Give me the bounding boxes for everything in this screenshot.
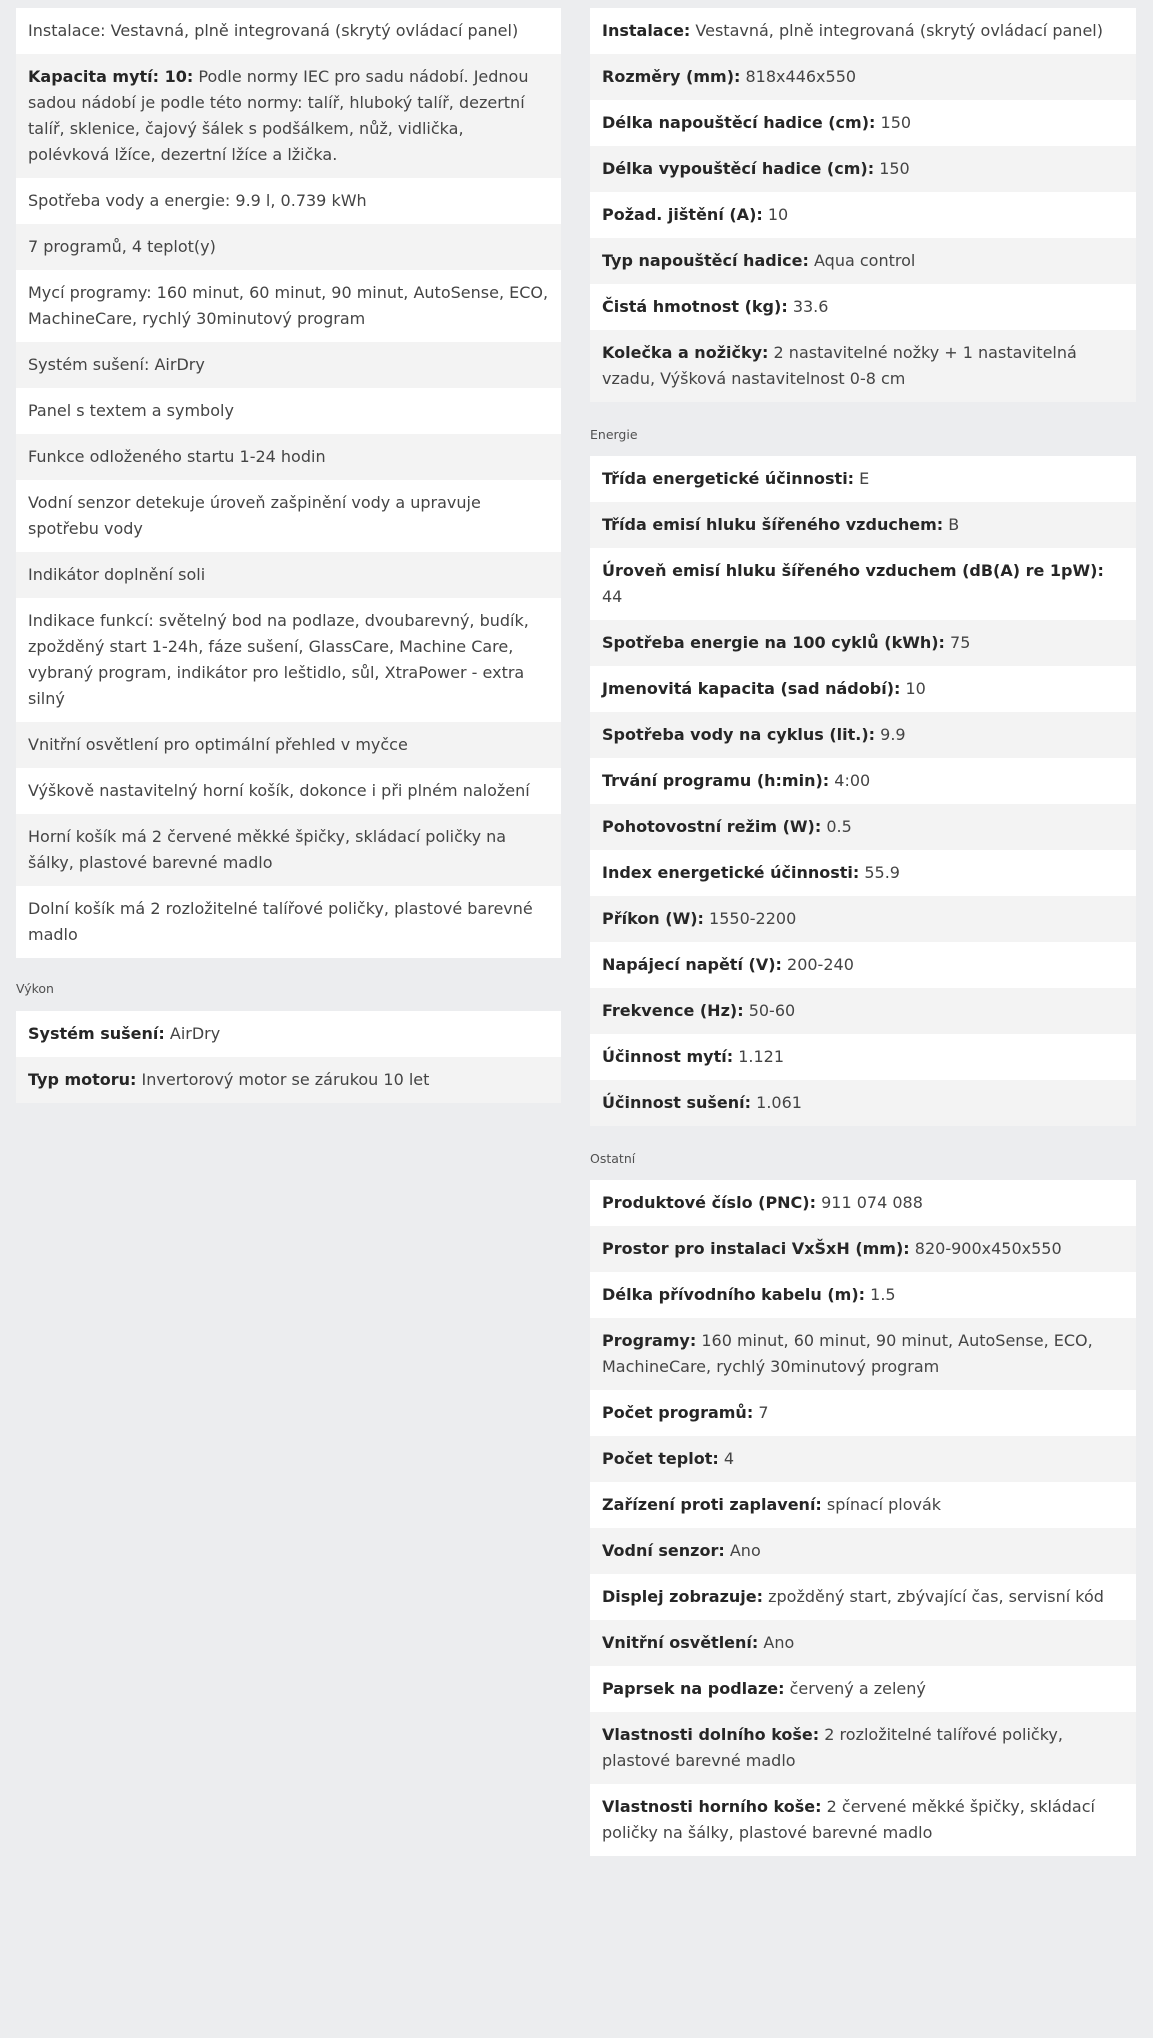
spec-label: Počet programů: [602,1403,754,1422]
spec-row [590,620,1136,666]
spec-text: Horní košík má 2 červené měkké špičky, skládací poličky na šálky, plastové barevné madlo [28,827,507,872]
spec-value: 2 rozložitelné talířové poličky, plastové barevné madlo [602,1725,1063,1770]
spec-value: B [948,515,960,534]
spec-row [590,284,1136,330]
spec-row [16,814,561,886]
spec-row [590,1180,1136,1226]
spec-row [16,722,561,768]
spec-label: Produktové číslo (PNC): [602,1193,817,1212]
spec-label: Čistá hmotnost (kg): [602,297,788,316]
spec-label: Vnitřní osvětlení: [602,1633,759,1652]
section-title-performance: Výkon [16,981,54,996]
spec-label: Prostor pro instalaci VxŠxH (mm): [602,1239,910,1258]
spec-row [590,896,1136,942]
section-title-energy: Energie [590,427,638,442]
right-column [590,8,1136,1856]
spec-value: 1.121 [738,1047,785,1066]
spec-row [590,1226,1136,1272]
spec-label: Zařízení proti zaplavení: [602,1495,822,1514]
spec-text: Mycí programy: 160 minut, 60 minut, 90 minut, AutoSense, ECO, MachineCare, rychlý 30minutový program [28,283,549,328]
spec-label: Typ motoru: [28,1070,137,1089]
spec-row [590,1318,1136,1390]
spec-label: Programy: [602,1331,697,1350]
spec-value: 1550-2200 [709,909,797,928]
spec-value: 160 minut, 60 minut, 90 minut, AutoSense, ECO, MachineCare, rychlý 30minutový program [602,1331,1093,1376]
spec-label: Vodní senzor: [602,1541,725,1560]
spec-value: 4:00 [834,771,871,790]
spec-text: Indikace funkcí: světelný bod na podlaze, dvoubarevný, budík, zpožděný start 1-24h, fáze sušení, GlassCare, Machine Care, vybraný program, indikátor pro leštidlo, sůl, XtraPower - extra silný [28,611,529,708]
spec-row [590,804,1136,850]
spec-value: 2 červené měkké špičky, skládací poličky na šálky, plastové barevné madlo [602,1797,1095,1842]
spec-value: 9.9 [880,725,906,744]
spec-text: Spotřeba vody a energie: 9.9 l, 0.739 kWh [28,191,367,210]
spec-label: Příkon (W): [602,909,704,928]
spec-label: Instalace: [602,21,691,40]
spec-value: 10 [767,205,789,224]
spec-row [590,330,1136,402]
spec-label: Účinnost sušení: [602,1093,752,1112]
energy-list [590,456,1136,1126]
spec-row [590,988,1136,1034]
spec-value: 0.5 [826,817,852,836]
spec-row [590,1436,1136,1482]
spec-row [590,502,1136,548]
spec-value: 75 [950,633,971,652]
other-list [590,1180,1136,1856]
spec-label: Úroveň emisí hluku šířeného vzduchem (dB(A) re 1pW): [602,561,1104,580]
spec-text: Výškově nastavitelný horní košík, dokonce i při plném naložení [28,781,530,800]
spec-value: 820-900x450x550 [914,1239,1062,1258]
spec-value: AirDry [169,1024,221,1043]
spec-row [590,1528,1136,1574]
spec-text: Instalace: Vestavná, plně integrovaná (skrytý ovládací panel) [28,21,519,40]
spec-value: 4 [723,1449,735,1468]
spec-row [16,342,561,388]
spec-value: 55.9 [864,863,900,882]
spec-value: 150 [880,113,912,132]
spec-row [16,1011,561,1057]
spec-text: Vodní senzor detekuje úroveň zašpinění vody a upravuje spotřebu vody [28,493,481,538]
spec-label: Požad. jištění (A): [602,205,763,224]
spec-row [16,886,561,958]
spec-row [590,192,1136,238]
spec-value: 150 [879,159,910,178]
spec-label: Účinnost mytí: [602,1047,734,1066]
features-list [16,8,561,958]
spec-row [590,146,1136,192]
spec-value: zpožděný start, zbývající čas, servisní kód [768,1587,1104,1606]
spec-label: Třída energetické účinnosti: [602,469,855,488]
spec-text: 7 programů, 4 teplot(y) [28,237,216,256]
spec-row [590,8,1136,54]
spec-label: Délka vypouštěcí hadice (cm): [602,159,875,178]
spec-value: Vestavná, plně integrovaná (skrytý ovládací panel) [695,21,1103,40]
spec-row [590,548,1136,620]
spec-row [16,598,561,722]
spec-row [16,768,561,814]
spec-row [590,1390,1136,1436]
spec-value: E [859,469,870,488]
spec-row [16,224,561,270]
spec-row [590,1666,1136,1712]
spec-row [16,270,561,342]
spec-text: Indikátor doplnění soli [28,565,206,584]
spec-label: Napájecí napětí (V): [602,955,782,974]
spec-value: spínací plovák [826,1495,942,1514]
spec-value: Aqua control [814,251,916,270]
spec-value: 50-60 [748,1001,796,1020]
spec-row [16,388,561,434]
spec-label: Vlastnosti horního koše: [602,1797,822,1816]
spec-label: Třída emisí hluku šířeného vzduchem: [602,515,944,534]
spec-label: Délka přívodního kabelu (m): [602,1285,866,1304]
spec-row [16,8,561,54]
spec-row [590,456,1136,502]
spec-row [590,1574,1136,1620]
spec-value: 818x446x550 [745,67,857,86]
spec-row [590,758,1136,804]
section-title-other: Ostatní [590,1151,636,1166]
spec-value: 200-240 [787,955,854,974]
left-column [16,8,561,1103]
spec-row [590,1712,1136,1784]
spec-row [590,100,1136,146]
spec-value: 911 074 088 [821,1193,923,1212]
spec-row [590,942,1136,988]
spec-value: 1.5 [870,1285,896,1304]
spec-text: Vnitřní osvětlení pro optimální přehled v myčce [28,735,408,754]
spec-label: Kapacita mytí: 10: [28,67,194,86]
spec-row [590,1272,1136,1318]
spec-label: Paprsek na podlaze: [602,1679,785,1698]
spec-row [16,552,561,598]
spec-label: Systém sušení: [28,1024,165,1043]
spec-label: Displej zobrazuje: [602,1587,764,1606]
spec-row [16,54,561,178]
spec-row [590,1080,1136,1126]
spec-row [16,1057,561,1103]
spec-label: Počet teplot: [602,1449,719,1468]
specs-list [590,8,1136,402]
spec-value: 44 [602,587,623,606]
spec-row [590,1482,1136,1528]
spec-label: Vlastnosti dolního koše: [602,1725,820,1744]
spec-row [16,480,561,552]
spec-label: Pohotovostní režim (W): [602,817,822,836]
spec-label: Rozměry (mm): [602,67,741,86]
spec-value: 10 [905,679,926,698]
spec-label: Frekvence (Hz): [602,1001,744,1020]
spec-row [16,178,561,224]
spec-value: Invertorový motor se zárukou 10 let [141,1070,430,1089]
spec-text: Dolní košík má 2 rozložitelné talířové poličky, plastové barevné madlo [28,899,533,944]
spec-row [590,666,1136,712]
spec-value: 33.6 [792,297,829,316]
spec-value: 7 [758,1403,769,1422]
spec-label: Spotřeba vody na cyklus (lit.): [602,725,876,744]
spec-label: Index energetické účinnosti: [602,863,860,882]
spec-value: Podle normy IEC pro sadu nádobí. Jednou sadou nádobí je podle této normy: talíř, hluboký talíř, dezertní talíř, sklenice, čajový šálek s podšálkem, nůž, vidlička, polévková lžíce, dezertní lžíce a lžička. [28,67,529,164]
performance-list [16,1011,561,1103]
spec-label: Jmenovitá kapacita (sad nádobí): [602,679,901,698]
spec-row [16,434,561,480]
spec-text: Systém sušení: AirDry [28,355,205,374]
spec-text: Panel s textem a symboly [28,401,234,420]
spec-row [590,850,1136,896]
spec-value: Ano [729,1541,761,1560]
spec-label: Trvání programu (h:min): [602,771,830,790]
spec-row [590,1034,1136,1080]
spec-text: Funkce odloženého startu 1-24 hodin [28,447,326,466]
spec-value: červený a zelený [789,1679,926,1698]
spec-row [590,1784,1136,1856]
spec-value: Ano [763,1633,795,1652]
spec-value: 1.061 [756,1093,802,1112]
spec-label: Délka napouštěcí hadice (cm): [602,113,876,132]
spec-label: Typ napouštěcí hadice: [602,251,809,270]
spec-row [590,238,1136,284]
spec-row [590,1620,1136,1666]
spec-row [590,712,1136,758]
spec-row [590,54,1136,100]
spec-label: Spotřeba energie na 100 cyklů (kWh): [602,633,945,652]
spec-value: 2 nastavitelné nožky + 1 nastavitelná vzadu, Výšková nastavitelnost 0-8 cm [602,343,1077,388]
spec-label: Kolečka a nožičky: [602,343,769,362]
